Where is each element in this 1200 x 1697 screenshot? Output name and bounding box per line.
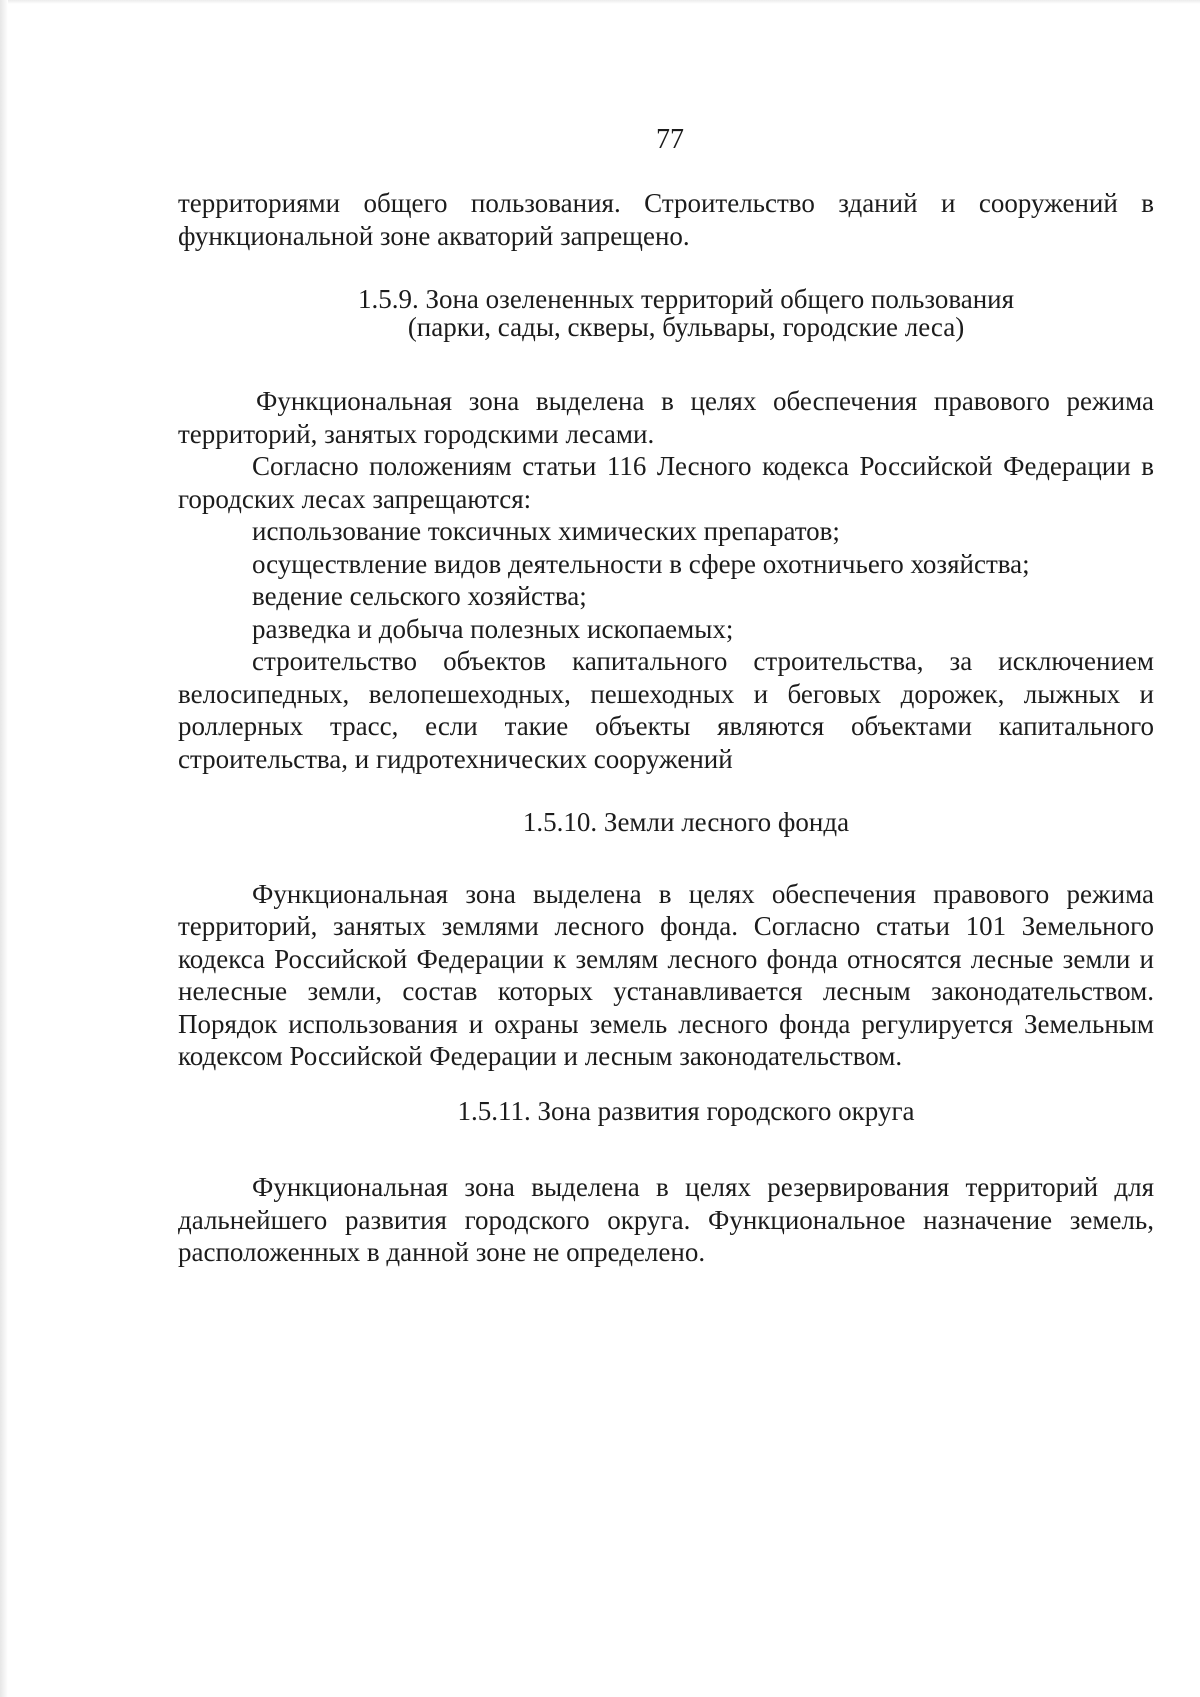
list-item-hunting: осуществление видов деятельности в сфере охотничьего хозяйства; (252, 548, 1030, 579)
section-heading-1-5-9-line1: 1.5.9. Зона озелененных территорий общего пользования (357, 284, 1015, 314)
section-heading-1-5-10: 1.5.10. Земли лесного фонда (522, 807, 850, 837)
list-item-mining: разведка и добыча полезных ископаемых; (252, 613, 734, 644)
paragraph-forest-code-116: Согласно положениям статьи 116 Лесного кодекса Российской Федерации в городских лесах запрещаются: (178, 451, 1154, 514)
section-heading-1-5-9-line2: (парки, сады, скверы, бульвары, городские леса) (407, 312, 965, 342)
list-item-construction: строительство объектов капитального строительства, за исключением велосипедных, велопешеходных, пешеходных и беговых дорожек, лыжных и роллерных трасс, если такие объекты являются объектами капитального строительства, и гидротехнических сооружений (178, 646, 1154, 774)
list-item-toxic-chemicals: использование токсичных химических препаратов; (252, 516, 840, 546)
section-heading-1-5-9 (178, 285, 1154, 341)
paragraph-green-zone-purpose: Функциональная зона выделена в целях обеспечения правового режима территорий, занятых городскими лесами. (178, 386, 1154, 449)
paragraph-development-zone: Функциональная зона выделена в целях резервирования территорий для дальнейшего развития городского округа. Функциональное назначение земель, расположенных в данной зоне не определено. (178, 1172, 1154, 1267)
page-number: 77 (656, 124, 684, 155)
document-body (178, 187, 1154, 1269)
paragraph-acvatory-end: территориями общего пользования. Строительство зданий и сооружений в функциональной зоне акваторий запрещено. (178, 188, 1154, 251)
section-heading-1-5-11: 1.5.11. Зона развития городского округа (457, 1095, 915, 1126)
scan-border-top (0, 0, 1200, 4)
paragraph-forest-fund: Функциональная зона выделена в целях обеспечения правового режима территорий, занятых землями лесного фонда. Согласно статьи 101 Земельного кодекса Российской Федерации к землям лесного фонда относятся лесные земли и нелесные земли, состав которых устанавливается лесным законодательством. Порядок использования и охраны земель лесного фонда регулируется Земельным кодексом Российской Федерации и лесным законодательством. (178, 878, 1154, 1071)
scan-border-left (0, 0, 8, 1697)
list-item-agriculture: ведение сельского хозяйства; (252, 581, 587, 611)
